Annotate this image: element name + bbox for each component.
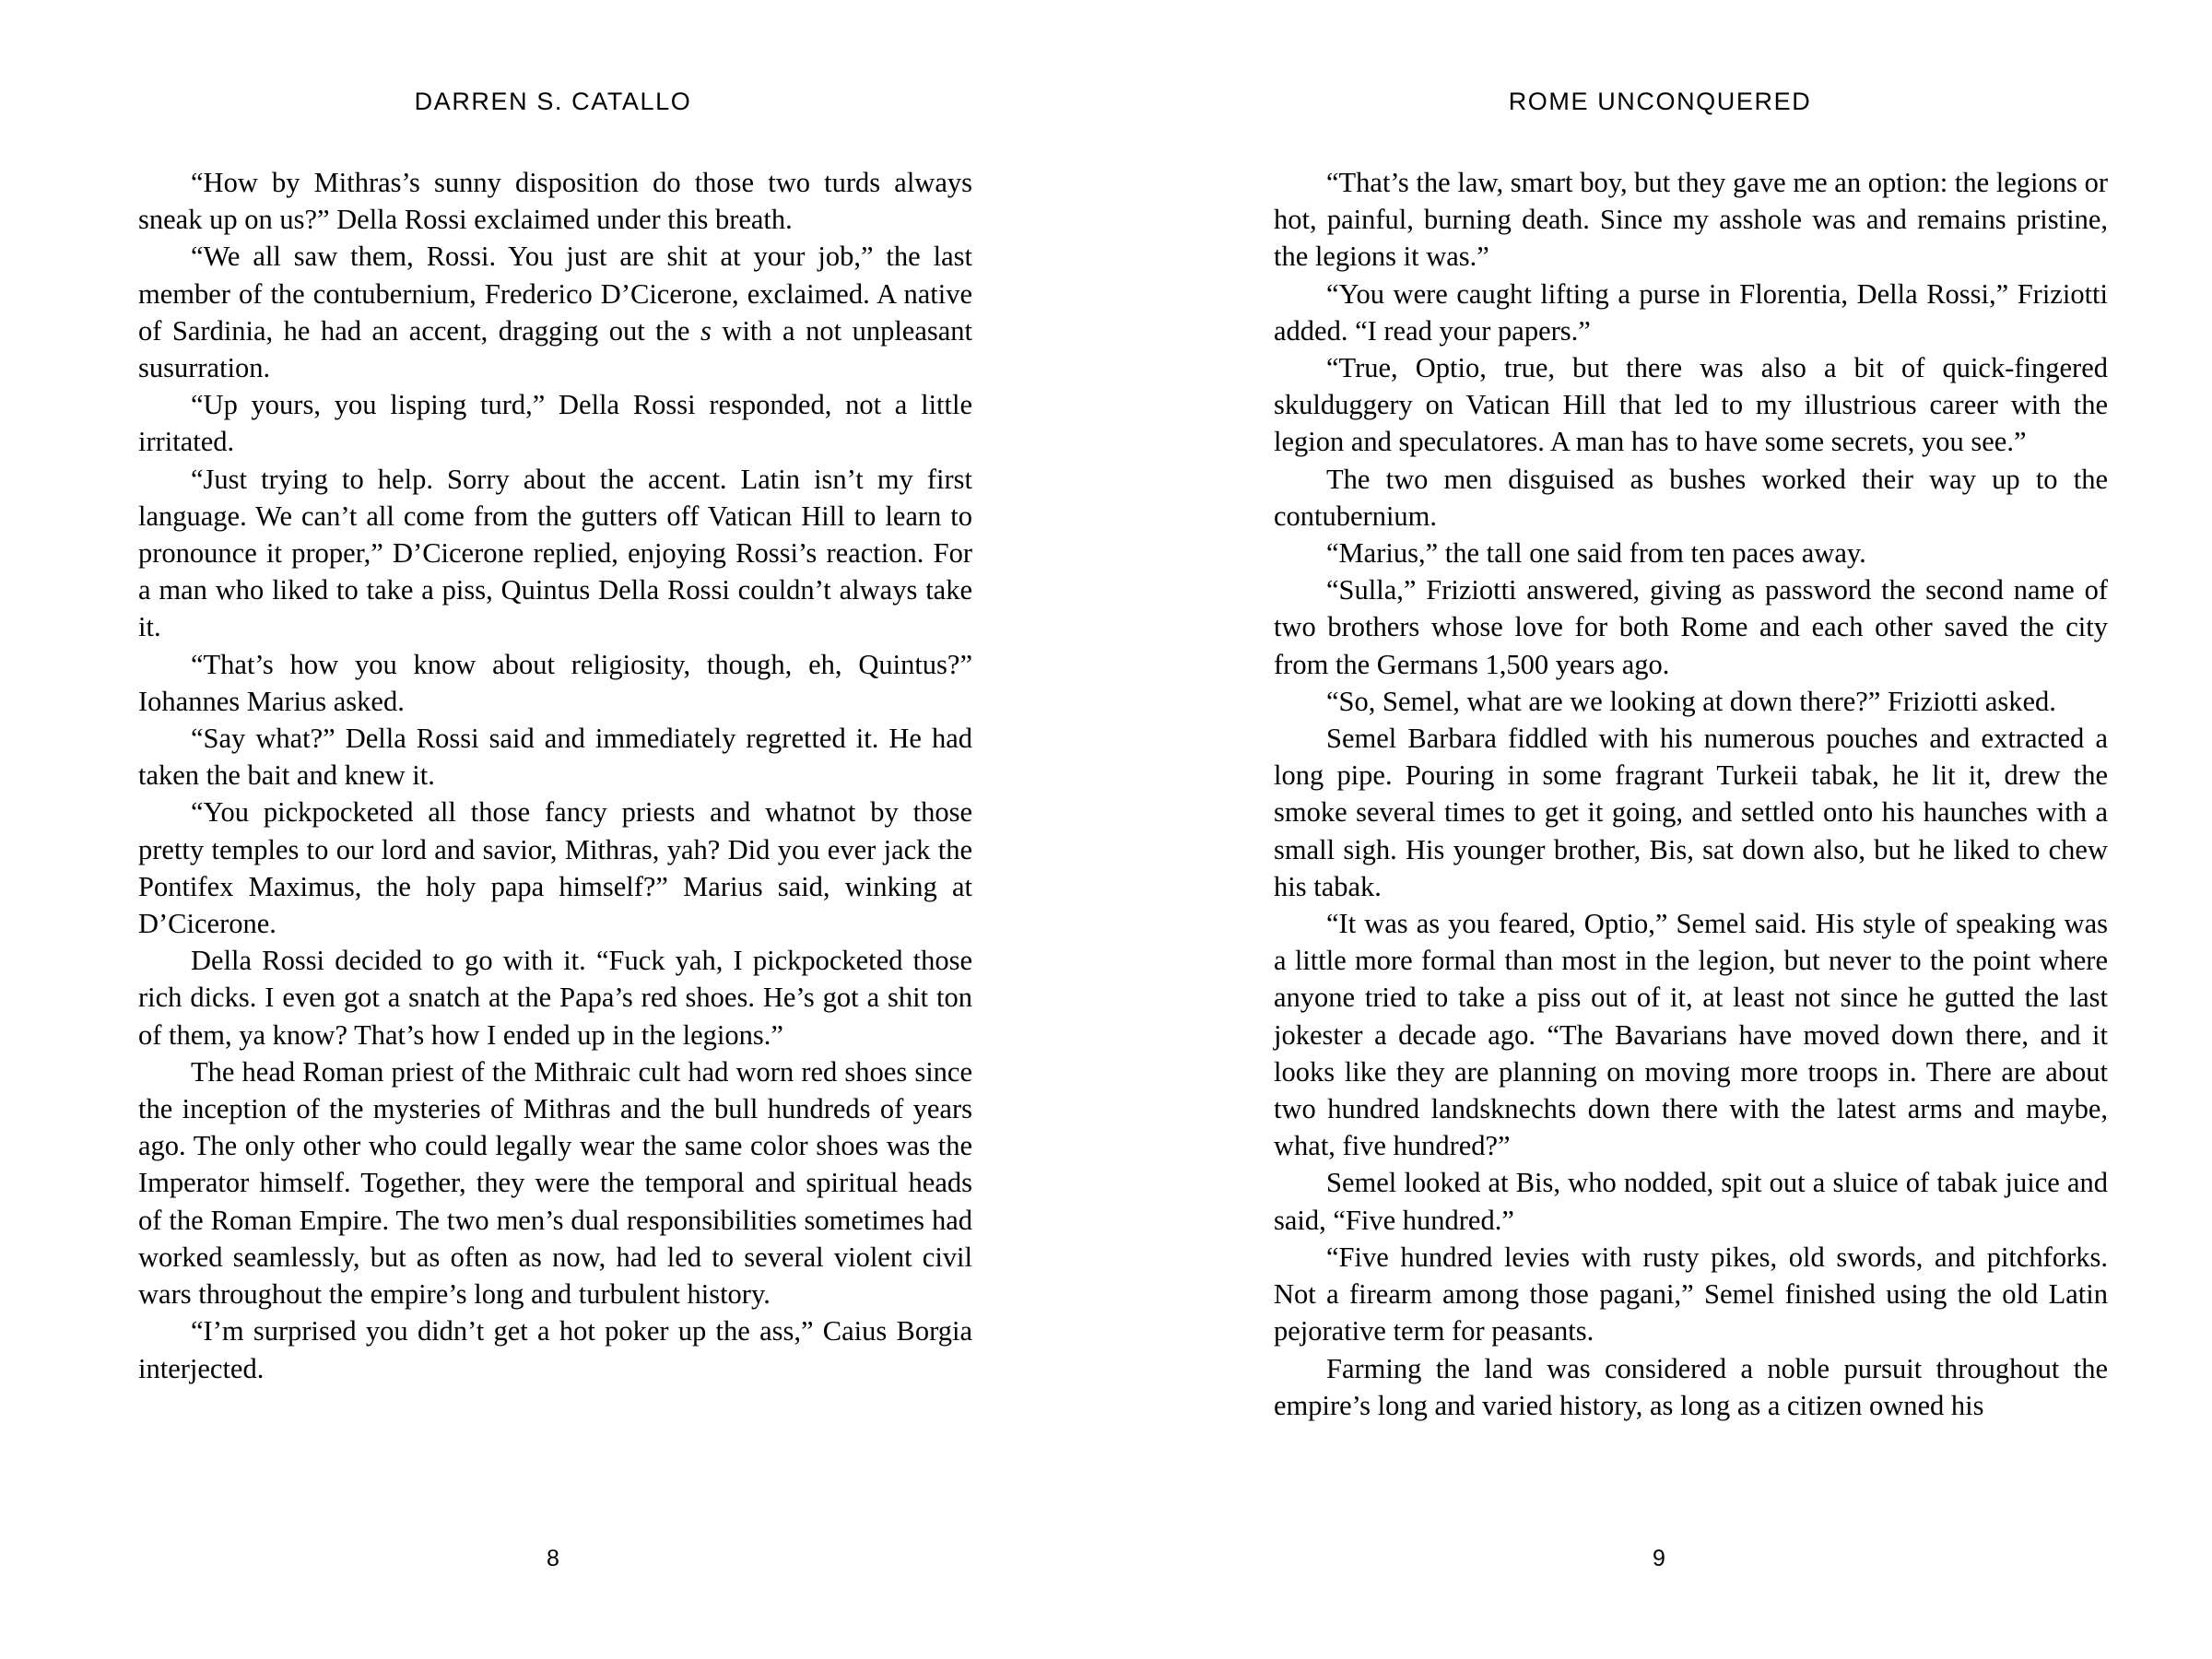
paragraph: Della Rossi decided to go with it. “Fuck yah, I pickpocketed those rich dicks. I even got a snatch at the Papa’s red shoes. He’s got a shit ton of them, ya know? That’s how I ended up in the legions.” bbox=[138, 945, 972, 1051]
paragraph: “True, Optio, true, but there was also a bit of quick-fingered skulduggery on Vatican Hill that led to my illustrious career with the legion and speculatores. A man has to have some secrets, you see.” bbox=[1274, 352, 2108, 458]
paragraph: “So, Semel, what are we looking at down there?” Friziotti asked. bbox=[1326, 685, 2056, 717]
paragraph: Semel Barbara fiddled with his numerous pouches and extracted a long pipe. Pouring in some fragrant Turkeii tabak, he lit it, drew the smoke several times to get it going, and settled onto his haunches with a small sigh. His younger brother, Bis, sat down also, but he liked to chew his tabak. bbox=[1274, 723, 2108, 902]
running-head-title: ROME UNCONQUERED bbox=[1508, 88, 1812, 115]
paragraph: “You were caught lifting a purse in Florentia, Della Rossi,” Friziotti added. “I read your papers.” bbox=[1274, 277, 2108, 347]
paragraph: Farming the land was considered a noble pursuit throughout the empire’s long and varied history, as long as a citizen owned his bbox=[1274, 1352, 2108, 1421]
paragraph: “Marius,” the tall one said from ten paces away. bbox=[1326, 537, 1866, 570]
paragraph: “I’m surprised you didn’t get a hot poker up the ass,” Caius Borgia interjected. bbox=[138, 1315, 972, 1384]
paragraph: “Sulla,” Friziotti answered, giving as password the second name of two brothers whose love for both Rome and each other saved the city from the Germans 1,500 years ago. bbox=[1274, 574, 2108, 680]
paragraph: Semel looked at Bis, who nodded, spit out a sluice of tabak juice and said, “Five hundred.” bbox=[1274, 1167, 2108, 1236]
left-page-textblock bbox=[138, 164, 972, 1387]
paragraph: “Say what?” Della Rossi said and immediately regretted it. He had taken the bait and knew it. bbox=[138, 723, 972, 792]
running-head-author: DARREN S. CATALLO bbox=[414, 88, 692, 115]
page-number: 8 bbox=[547, 1546, 559, 1571]
paragraph: “That’s the law, smart boy, but they gave me an option: the legions or hot, painful, burning death. Since my asshole was and remains pristine, the legions it was.” bbox=[1274, 167, 2108, 273]
page-number: 9 bbox=[1653, 1546, 1665, 1571]
paragraph: “We all saw them, Rossi. You just are shit at your job,” the last member of the contubernium, Frederico D’Cicerone, exclaimed. A native of Sardinia, he had an accent, dragging out the s with a not unpleasant susurration. bbox=[138, 241, 972, 384]
paragraph: “It was as you feared, Optio,” Semel said. His style of speaking was a little more formal than most in the legion, but never to the point where anyone tried to take a piss out of it, at least not since he gutted the last jokester a decade ago. “The Bavarians have moved down there, and it looks like they are planning on moving more troops in. There are about two hundred landsknechts down there with the latest arms and maybe, what, five hundred?” bbox=[1274, 908, 2108, 1162]
paragraph: The two men disguised as bushes worked their way up to the contubernium. bbox=[1274, 463, 2108, 532]
italic-letter: s bbox=[700, 314, 712, 347]
right-page bbox=[1106, 0, 2212, 1659]
paragraph: “Five hundred levies with rusty pikes, old swords, and pitchforks. Not a firearm among those pagani,” Semel finished using the old Latin pejorative term for peasants. bbox=[1274, 1241, 2108, 1347]
paragraph: “That’s how you know about religiosity, though, eh, Quintus?” Iohannes Marius asked. bbox=[138, 648, 972, 717]
paragraph: “Just trying to help. Sorry about the accent. Latin isn’t my first language. We can’t all come from the gutters off Vatican Hill to learn to pronounce it proper,” D’Cicerone replied, enjoying Rossi’s reaction. For a man who liked to take a piss, Quintus Della Rossi couldn’t always take it. bbox=[138, 463, 972, 643]
right-page-textblock bbox=[1274, 164, 2108, 1424]
paragraph: “Up yours, you lisping turd,” Della Rossi responded, not a little irritated. bbox=[138, 389, 972, 458]
paragraph: “How by Mithras’s sunny disposition do those two turds always sneak up on us?” Della Rossi exclaimed under this breath. bbox=[138, 167, 972, 236]
paragraph: The head Roman priest of the Mithraic cult had worn red shoes since the inception of the mysteries of Mithras and the bull hundreds of years ago. The only other who could legally wear the same color shoes was the Imperator himself. Together, they were the temporal and spiritual heads of the Roman Empire. The two men’s dual responsibilities sometimes had worked seamlessly, but as often as now, had led to several violent civil wars throughout the empire’s long and turbulent history. bbox=[138, 1055, 972, 1311]
paragraph: “You pickpocketed all those fancy priests and whatnot by those pretty temples to our lord and savior, Mithras, yah? Did you ever jack the Pontifex Maximus, the holy papa himself?” Marius said, winking at D’Cicerone. bbox=[138, 796, 972, 940]
